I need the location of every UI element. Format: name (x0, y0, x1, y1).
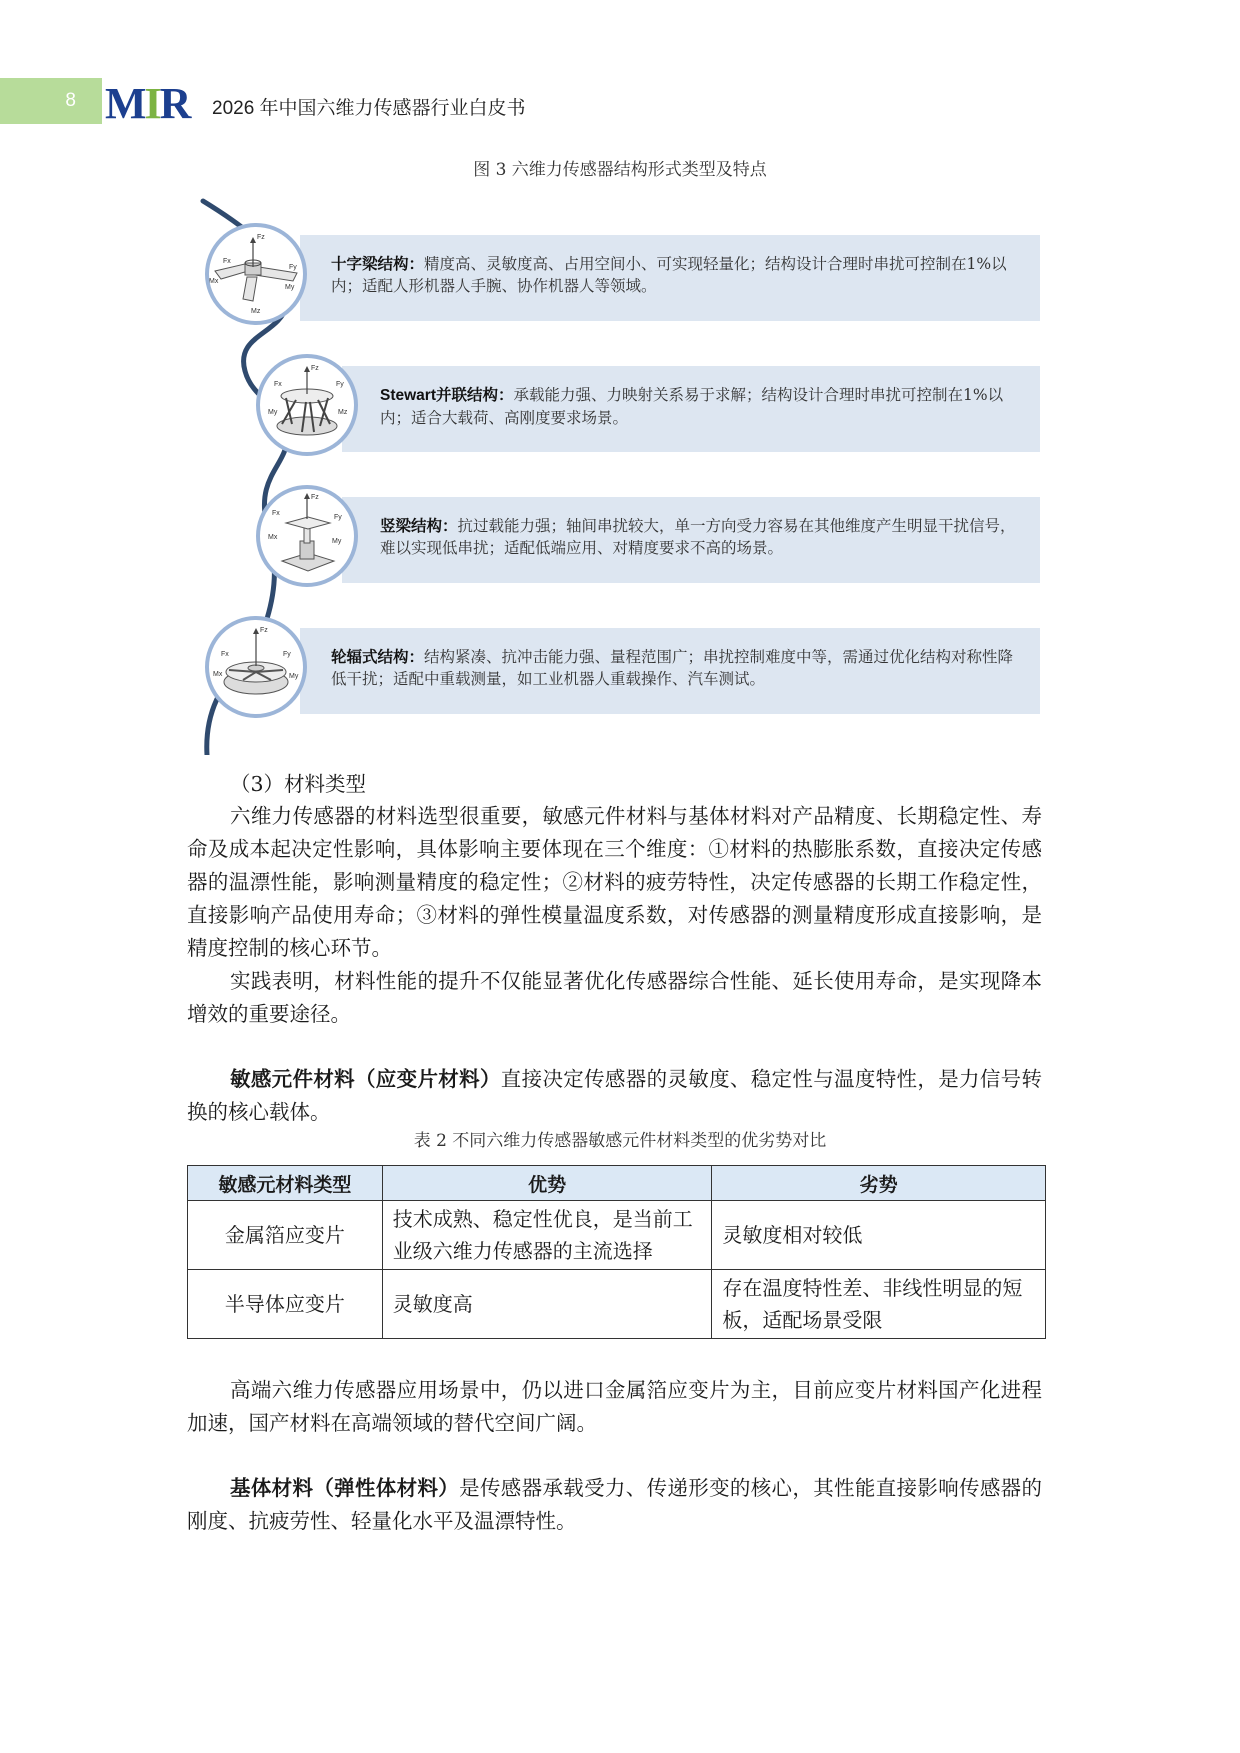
paragraph-material-importance: 六维力传感器的材料选型很重要，敏感元件材料与基体材料对产品精度、长期稳定性、寿命及成本起决定性影响，具体影响主要体现在三个维度：①材料的热膨胀系数，直接决定传感器的温漂性能，影响测量精度的稳定性；②材料的疲劳特性，决定传感器的长期工作稳定性，直接影响产品使用寿命；③材料的弹性模量温度系数，对传感器的测量精度形成直接影响，是精度控制的核心环节。 (187, 804, 1042, 960)
axis-label: My (268, 409, 278, 416)
axis-label: My (285, 284, 295, 291)
bold-term: 基体材料（弹性体材料） (230, 1476, 460, 1500)
table-cell: 灵敏度高 (382, 1270, 712, 1339)
table-header: 敏感元材料类型 (188, 1166, 383, 1201)
axis-label: Fz (257, 234, 265, 241)
axis-label: Fy (289, 264, 297, 271)
body-paragraph (187, 1374, 1042, 1440)
spoke-structure-diagram (205, 616, 307, 718)
structure-card-spoke (300, 628, 1040, 714)
axis-label: Fx (221, 651, 229, 658)
axis-label: Fx (272, 510, 280, 517)
axis-label: Fx (223, 258, 231, 265)
table-caption: 表 2 不同六维力传感器敏感元件材料类型的优劣势对比 (413, 1131, 827, 1151)
table-header: 优势 (382, 1166, 712, 1201)
page-number: 8 (65, 90, 76, 111)
structure-title: 轮辐式结构： (331, 647, 425, 666)
axis-label: Mz (338, 409, 348, 416)
structure-desc: 结构紧凑、抗冲击能力强、量程范围广；串扰控制难度中等，需通过优化结构对称性降低干扰；适配中重载测量，如工业机器人重载操作、汽车测试。 (331, 648, 1014, 688)
structure-title: 竖梁结构： (380, 516, 458, 535)
axis-label: My (289, 673, 299, 680)
paragraph-import-status: 高端六维力传感器应用场景中，仍以进口金属箔应变片为主，目前应变片材料国产化进程加速，国产材料在高端领域的替代空间广阔。 (187, 1378, 1042, 1435)
structure-title: Stewart并联结构： (380, 387, 514, 404)
table-cell: 存在温度特性差、非线性明显的短板，适配场景受限 (712, 1270, 1046, 1339)
body-paragraph (187, 965, 1042, 1031)
section-heading: （3）材料类型 (230, 772, 367, 796)
axis-label: Fy (336, 381, 344, 388)
body-paragraph (187, 800, 1042, 965)
page-number-tab (0, 78, 102, 124)
table-header: 劣势 (712, 1166, 1046, 1201)
axis-label: Mx (268, 534, 278, 541)
axis-label: Mx (209, 278, 219, 285)
structure-desc: 承载能力强、力映射关系易于求解；结构设计合理时串扰可控制在1%以内；适合大载荷、高刚度要求场景。 (380, 386, 1004, 427)
structure-title: 十字梁结构： (331, 254, 425, 273)
table-cell: 技术成熟、稳定性优良，是当前工业级六维力传感器的主流选择 (382, 1201, 712, 1270)
paragraph-sensing-material: 敏感元件材料（应变片材料）直接决定传感器的灵敏度、稳定性与温度特性，是力信号转换的核心载体。 (187, 1067, 1043, 1124)
stewart-structure-diagram (256, 354, 358, 456)
mir-logo: MIR (105, 79, 190, 128)
paragraph-practice: 实践表明，材料性能的提升不仅能显著优化传感器综合性能、延长使用寿命，是实现降本增效的重要途径。 (187, 969, 1042, 1026)
cross-beam-structure-diagram (205, 223, 307, 325)
table-cell: 金属箔应变片 (188, 1201, 383, 1270)
table-row (188, 1270, 1046, 1339)
structure-card-vertical-beam (342, 497, 1040, 583)
header-title: 2026 年中国六维力传感器行业白皮书 (212, 98, 526, 119)
body-paragraph (187, 1472, 1042, 1538)
axis-label: Fy (283, 651, 291, 658)
structure-card-cross-beam (300, 235, 1040, 321)
axis-label: Fz (311, 365, 319, 372)
paragraph-base-material: 基体材料（弹性体材料）是传感器承载受力、传递形变的核心，其性能直接影响传感器的刚度、抗疲劳性、轻量化水平及温漂特性。 (187, 1476, 1043, 1533)
body-paragraph (187, 1063, 1042, 1129)
axis-label: Mz (251, 308, 261, 315)
table-cell: 半导体应变片 (188, 1270, 383, 1339)
structure-desc: 精度高、灵敏度高、占用空间小、可实现轻量化；结构设计合理时串扰可控制在1%以内；适配人形机器人手腕、协作机器人等领域。 (331, 255, 1007, 295)
structure-card-stewart (342, 366, 1040, 452)
table-row (188, 1201, 1046, 1270)
axis-label: Fy (334, 514, 342, 521)
axis-label: Fz (311, 494, 319, 501)
axis-label: Mx (213, 671, 223, 678)
axis-label: Fx (274, 381, 282, 388)
axis-label: Fz (260, 627, 268, 634)
structure-desc: 抗过载能力强；轴间串扰较大，单一方向受力容易在其他维度产生明显干扰信号，难以实现低串扰；适配低端应用、对精度要求不高的场景。 (380, 517, 1016, 557)
axis-label: My (332, 538, 342, 545)
table-cell: 灵敏度相对较低 (712, 1201, 1046, 1270)
bold-term: 敏感元件材料（应变片材料） (230, 1067, 501, 1091)
figure-caption: 图 3 六维力传感器结构形式类型及特点 (473, 160, 767, 180)
table-header-row (188, 1166, 1046, 1201)
material-comparison-table (187, 1165, 1046, 1339)
vertical-beam-structure-diagram (256, 485, 358, 587)
